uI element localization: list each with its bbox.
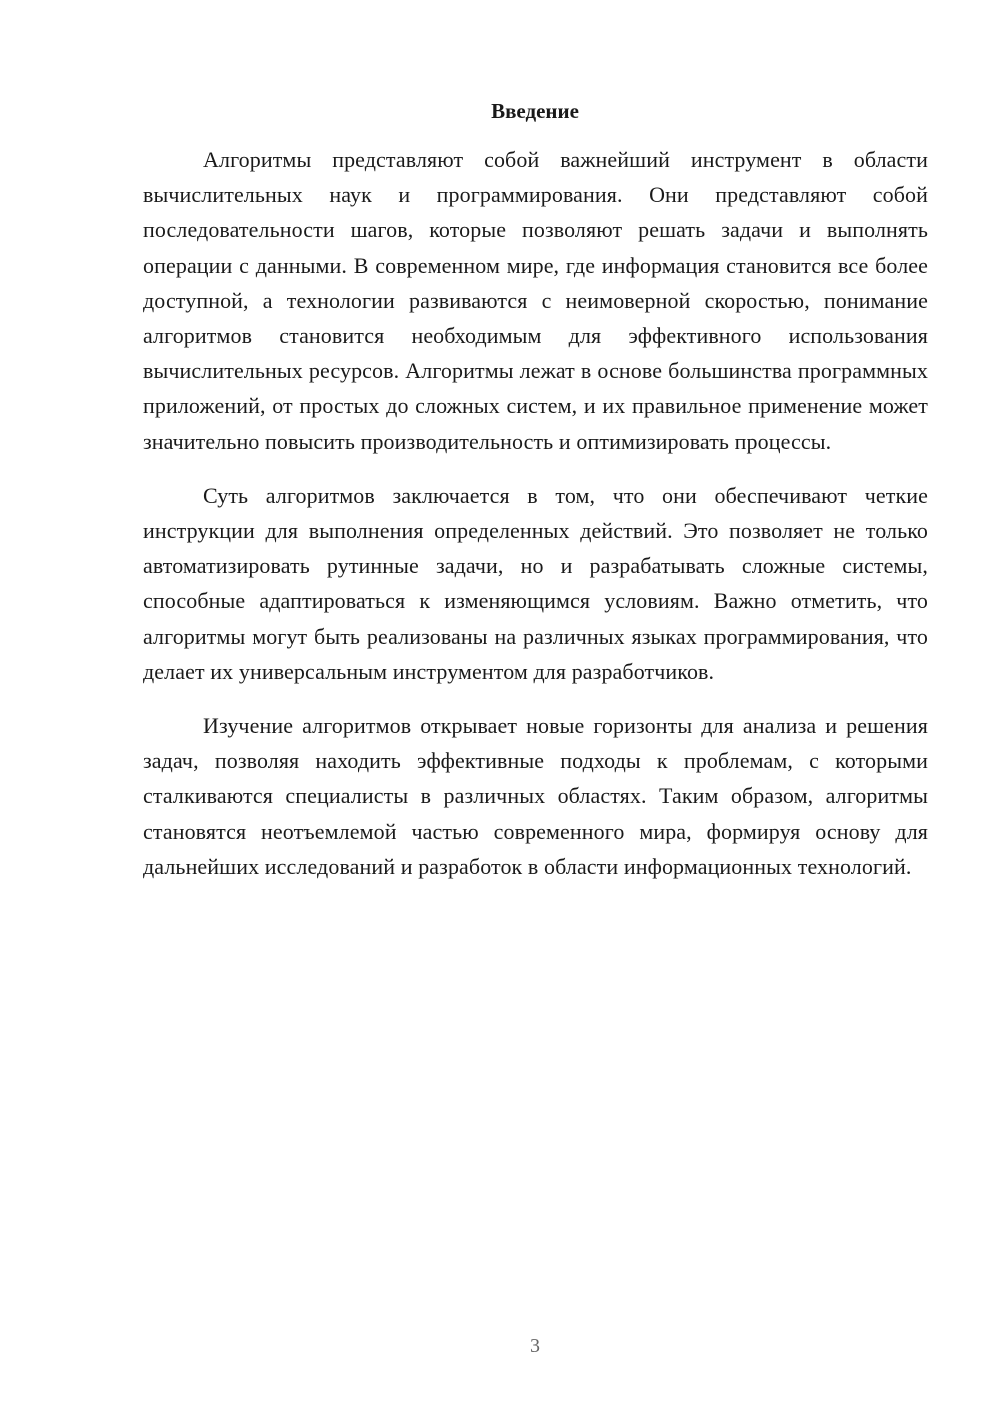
paragraph-2: Суть алгоритмов заключается в том, что они обеспечивают четкие инструкции для выполнения определенных действий. Это позволяет не только автоматизировать рутинные задачи, но и разрабатывать сложные системы, способные адаптироваться к изменяющимся условиям. Важно отметить, что алгоритмы могут быть реализованы на различных языках программирования, что делает их универсальным инструментом для разработчиков. <box>143 482 928 684</box>
paragraph-3: Изучение алгоритмов открывает новые горизонты для анализа и решения задач, позволяя находить эффективные подходы к проблемам, с которыми сталкиваются специалисты в различных областях. Таким образом, алгоритмы становятся неотъемлемой частью современного мира, формируя основу для дальнейших исследований и разработок в области информационных технологий. <box>143 713 928 879</box>
page-number: 3 <box>530 1335 540 1357</box>
paragraph-1: Алгоритмы представляют собой важнейший инструмент в области вычислительных наук и программирования. Они представляют собой последовательности шагов, которые позволяют решать задачи и выполнять операции с данными. В современном мире, где информация становится все более доступной, а технологии развиваются с неимоверной скоростью, понимание алгоритмов становится необходимым для эффективного использования вычислительных ресурсов. Алгоритмы лежат в основе большинства программных приложений, от простых до сложных систем, и их правильное применение может значительно повысить производительность и оптимизировать процессы. <box>143 147 928 454</box>
document-body <box>143 142 928 903</box>
section-heading: Введение <box>491 99 579 123</box>
